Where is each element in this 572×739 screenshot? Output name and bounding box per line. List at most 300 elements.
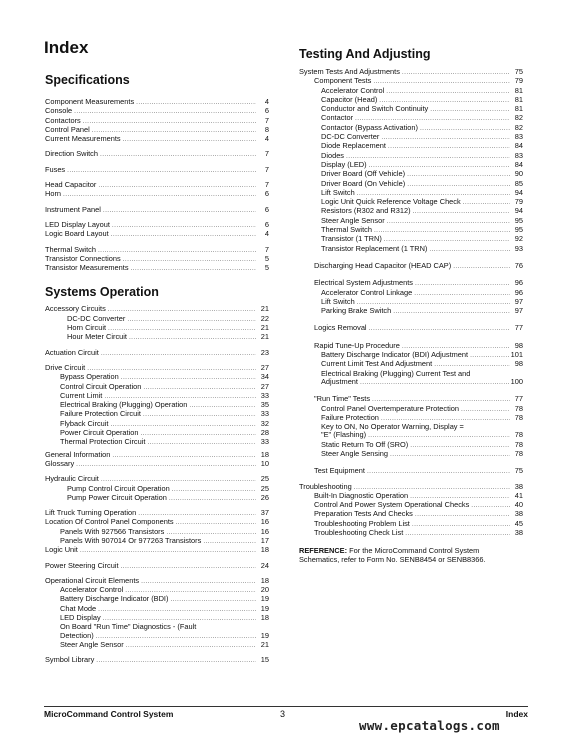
dot-leader [388,143,510,151]
index-entry-text: Electrical Braking (Plugging) Current Test and [321,368,471,378]
index-entry-page: 6 [264,190,269,199]
index-entry-label: Console [45,107,73,116]
index-entry-label: Power Steering Circuit [45,561,119,570]
index-entry-page: 75 [514,68,523,76]
dot-leader [170,596,256,604]
index-entry-page: 18 [260,576,269,585]
index-entry-page: 45 [514,519,523,528]
index-entry [45,562,269,571]
index-entry-page: 81 [514,86,523,95]
index-entry-page: 79 [514,77,523,86]
index-entry-label: Hydraulic Circuit [45,475,99,484]
index-entry [45,373,269,382]
index-entry [299,142,523,151]
index-entry-page: 41 [514,491,523,500]
index-entry [45,98,269,107]
dot-leader [369,162,510,170]
index-entry-page: 38 [514,482,523,491]
index-entry-label: Failure Protection [321,413,379,422]
index-entry [45,264,269,273]
index-entry-label: DC-DC Converter [321,133,380,142]
index-entry-page: 22 [260,314,269,323]
dot-leader [169,495,256,503]
index-entry-label: Pump Power Circuit Operation [67,493,167,502]
index-entry-label: Preparation Tests And Checks [314,510,413,519]
index-entry-label: Panels With 907014 Or 977263 Transistors [60,536,202,545]
index-entry [45,246,269,255]
index-entry [45,451,269,460]
index-entry [45,126,269,135]
index-entry-label: Horn [45,190,62,199]
index-entry-label: Troubleshooting Check List [314,529,404,538]
dot-leader [108,325,256,333]
index-entry [45,324,269,333]
dot-leader [402,343,510,351]
footer-page-number: 3 [280,709,286,719]
index-entry-page: 84 [514,160,523,169]
dot-leader [357,299,510,307]
index-entry-page: 27 [260,382,269,391]
index-entry [45,364,269,373]
index-entry-label: Direction Switch [45,150,98,159]
index-entry-page: 76 [514,261,523,270]
index-entry-page: 77 [514,395,523,404]
index-entry [45,135,269,144]
index-entry-page: 7 [264,181,269,190]
dot-leader [176,519,256,527]
dot-leader [412,521,510,529]
index-entry-label: Accelerator Control Linkage [321,288,413,297]
index-entry-label: Transistor (1 TRN) [321,235,382,244]
index-entry-page: 19 [260,595,269,604]
index-entry [299,405,523,414]
index-entry-label: Control And Power System Operational Checks [314,501,470,510]
reference-text-line2: Schematics, refer to Form No. SENB8454 or SENB8366. [299,555,486,565]
index-entry-page: 26 [260,493,269,502]
dot-leader [172,486,256,494]
index-entry-label: Actuation Circuit [45,348,99,357]
dot-leader [346,153,510,161]
index-entry-page: 83 [514,133,523,142]
index-entry-label: Adjustment [321,377,358,386]
index-entry-page: 96 [514,288,523,297]
index-entry-page: 78 [514,413,523,422]
index-entry [299,450,523,459]
dot-leader [405,530,510,538]
index-entry [299,298,523,307]
dot-leader [143,411,256,419]
index-entry-label: Conductor and Switch Continuity [321,105,429,114]
dot-leader [415,511,510,519]
dot-leader [96,657,256,665]
dot-leader [367,468,510,476]
index-entry [299,133,523,142]
dot-leader [387,218,510,226]
dot-leader [138,510,256,518]
index-entry-page: 79 [514,198,523,207]
index-entry-label: Static Return To Off (SRO) [321,440,409,449]
index-entry-label: Parking Brake Switch [321,307,392,316]
index-entry-page: 23 [260,348,269,357]
index-entry-label: Accessory Circuits [45,305,106,314]
index-entry-label: Detection) [60,631,94,640]
index-entry-page: 27 [260,363,269,372]
index-entry-label: "Run Time" Tests [314,395,371,404]
index-entry-page: 82 [514,123,523,132]
index-entry [299,483,523,492]
index-entry-page: 21 [260,640,269,649]
index-entry-label: Thermal Switch [321,226,372,235]
index-entry [299,510,523,519]
index-entry-label: Bypass Operation [60,373,119,382]
index-entry-page: 4 [264,98,269,106]
index-entry-page: 21 [260,324,269,333]
index-entry-label: System Tests And Adjustments [299,68,400,76]
index-entry [45,190,269,199]
index-entry-page: 4 [264,135,269,144]
index-entry [45,392,269,401]
dot-leader [360,379,509,387]
index-entry-text: Key to ON, No Operator Warning, Display = [321,422,464,432]
index-entry [299,431,523,440]
index-entry-label: Discharging Head Capacitor (HEAD CAP) [314,261,452,270]
dot-leader [67,167,256,175]
section-heading: Specifications [45,73,130,87]
index-entry-page: 82 [514,114,523,123]
dot-leader [461,406,510,414]
index-entry-label: Capacitor (Head) [321,95,378,104]
index-entry [45,595,269,604]
index-entry-page: 96 [514,279,523,288]
dot-leader [140,430,256,438]
index-entry-label: Rapid Tune-Up Procedure [314,341,400,350]
index-entry-label: Driver Board (On Vehicle) [321,179,406,188]
dot-leader [357,190,510,198]
dot-leader [112,452,256,460]
index-entry-label: Steer Angle Sensor [321,216,385,225]
index-entry [299,262,523,271]
index-entry-label: Current Limit Test And Adjustment [321,360,433,369]
index-entry-page: 101 [510,351,523,360]
index-entry [45,420,269,429]
dot-leader [430,106,510,114]
index-entry-label: Diode Replacement [321,142,386,151]
dot-leader [407,171,510,179]
index-entry [45,438,269,447]
index-entry-page: 6 [264,205,269,214]
dot-leader [98,182,256,190]
dot-leader [355,115,510,123]
index-entry-page: 7 [264,116,269,125]
dot-leader [381,134,510,142]
index-entry-label: Display (LED) [321,160,367,169]
index-entry [45,255,269,264]
dot-leader [393,308,510,316]
dot-leader [407,181,510,189]
dot-leader [110,421,256,429]
index-entry-page: 100 [510,377,523,386]
index-entry [299,245,523,254]
index-entry [299,307,523,316]
index-entry [299,441,523,450]
index-entry-page: 7 [264,150,269,159]
index-entry [299,170,523,179]
index-entry-page: 10 [260,459,269,468]
index-entry [45,315,269,324]
dot-leader [368,432,510,440]
dot-leader [453,263,510,271]
index-entry-page: 33 [260,391,269,400]
index-entry [299,198,523,207]
index-entry-page: 38 [514,510,523,519]
page-title: Index [44,38,89,57]
index-entry-page: 25 [260,484,269,493]
index-entry [45,494,269,503]
index-entry-page: 95 [514,226,523,235]
dot-leader [131,265,256,273]
index-entry-page: 98 [514,341,523,350]
dot-leader [379,97,510,105]
index-entry-page: 84 [514,142,523,151]
dot-leader [103,207,256,215]
index-entry [299,87,523,96]
index-entry-page: 93 [514,244,523,253]
index-entry [45,117,269,126]
index-entry [299,501,523,510]
index-entry [299,492,523,501]
index-entry-page: 78 [514,404,523,413]
index-entry [299,279,523,288]
index-entry-label: Built-In Diagnostic Operation [314,491,409,500]
index-entry-label: Steer Angle Sensing [321,449,388,458]
index-entry [299,189,523,198]
index-entry-page: 37 [260,509,269,518]
index-entry-page: 7 [264,245,269,254]
index-entry-page: 90 [514,170,523,179]
index-entry [45,632,269,641]
dot-leader [166,529,256,537]
index-entry-label: Control Panel Overtemperature Protection [321,404,460,413]
index-entry-page: 32 [260,419,269,428]
index-entry [45,537,269,546]
dot-leader [203,538,256,546]
index-entry-label: Component Measurements [45,98,135,106]
index-entry-page: 33 [260,438,269,447]
footer-section-name: Index [505,709,528,719]
index-entry-page: 95 [514,216,523,225]
index-entry-page: 78 [514,449,523,458]
index-entry-page: 19 [260,631,269,640]
index-entry [45,605,269,614]
dot-leader [420,125,510,133]
index-entry [45,349,269,358]
index-entry-label: Troubleshooting [299,482,352,491]
index-entry-page: 5 [264,264,269,273]
dot-leader [463,199,510,207]
index-entry-page: 7 [264,165,269,174]
index-entry-label: Contactor (Bypass Activation) [321,123,418,132]
index-entry-label: Accelerator Control [60,586,124,595]
index-entry [299,226,523,235]
index-entry [299,324,523,333]
index-entry-label: Location Of Control Panel Components [45,518,174,527]
index-entry-label: Glossary [45,459,75,468]
index-entry-label: LED Display Layout [45,220,110,229]
index-entry-label: Logic Unit [45,546,78,555]
index-entry [45,383,269,392]
index-entry-page: 6 [264,107,269,116]
index-entry [299,289,523,298]
index-entry-label: Transistor Connections [45,254,121,263]
index-entry-label: Lift Switch [321,297,355,306]
index-entry-label: Panels With 927566 Transistors [60,527,165,536]
index-entry [299,207,523,216]
dot-leader [372,396,510,404]
dot-leader [101,350,256,358]
section-heading: Systems Operation [45,285,159,300]
index-entry-page: 33 [260,410,269,419]
index-entry-page: 34 [260,373,269,382]
index-entry [299,180,523,189]
index-entry-page: 94 [514,207,523,216]
index-entry [299,114,523,123]
dot-leader [100,151,256,159]
index-entry-page: 21 [260,305,269,314]
index-entry [45,150,269,159]
index-entry-page: 24 [260,561,269,570]
index-entry-page: 38 [514,529,523,538]
index-entry-label: LED Display [60,614,101,623]
index-entry [45,475,269,484]
index-entry [45,518,269,527]
index-entry-label: Steer Angle Sensor [60,640,124,649]
dot-leader [136,99,256,107]
index-entry-label: DC-DC Converter [67,314,126,323]
dot-leader [189,402,256,410]
dot-leader [74,108,256,116]
index-entry-label: Resistors (R302 and R312) [321,207,411,216]
index-entry-page: 97 [514,307,523,316]
reference-note [299,546,523,564]
index-entry-label: Accelerator Control [321,86,385,95]
index-entry [299,105,523,114]
index-entry-label: Logic Board Layout [45,230,109,239]
index-entry-label: Lift Truck Turning Operation [45,509,137,518]
dot-leader [126,642,256,650]
index-entry [45,410,269,419]
index-entry [299,342,523,351]
index-entry-label: Contactor [321,114,354,123]
index-entry-page: 17 [260,536,269,545]
dot-leader [121,374,256,382]
footer-rule [44,706,528,707]
dot-leader [415,280,510,288]
dot-leader [112,222,256,230]
index-entry-page: 81 [514,95,523,104]
dot-leader [101,476,256,484]
dot-leader [127,316,256,324]
index-entry-label: Instrument Panel [45,205,101,214]
index-entry-label: Control Circuit Operation [60,382,142,391]
dot-leader [141,578,256,586]
dot-leader [80,547,256,555]
dot-leader [129,334,256,342]
index-entry-label: Lift Switch [321,188,355,197]
index-entry-page: 19 [260,604,269,613]
index-entry-page: 40 [514,501,523,510]
index-entry-label: Hour Meter Circuit [67,333,127,342]
index-entry-label: Thermal Protection Circuit [60,438,146,447]
dot-leader [384,236,510,244]
dot-leader [123,136,256,144]
index-entry-label: Electrical Braking (Plugging) Operation [60,401,188,410]
index-entry-page: 16 [260,518,269,527]
index-entry-label: Troubleshooting Problem List [314,519,410,528]
index-entry [45,656,269,665]
index-entry-label: Battery Discharge Indicator (BDI) Adjustment [321,351,469,360]
dot-leader [470,352,509,360]
dot-leader [413,208,510,216]
index-entry [299,217,523,226]
index-entry [45,429,269,438]
index-entry-text: On Board "Run Time" Diagnostics - (Fault [60,622,197,632]
index-entry-label: Chat Mode [60,604,97,613]
index-entry-label: Pump Control Circuit Operation [67,484,170,493]
index-entry [45,206,269,215]
index-right-column [299,46,523,564]
index-entry-label: "E" (Flashing) [321,431,367,440]
footer-document-title: MicroCommand Control System [44,709,174,719]
dot-leader [374,227,510,235]
index-entry [45,460,269,469]
index-entry-label: Head Capacitor [45,181,97,190]
dot-leader [123,256,256,264]
dot-leader [92,127,256,135]
index-entry-page: 78 [514,440,523,449]
index-entry [45,305,269,314]
dot-leader [429,246,510,254]
dot-leader [354,484,510,492]
index-entry-page: 6 [264,220,269,229]
index-entry-page: 18 [260,546,269,555]
index-entry-label: Transistor Replacement (1 TRN) [321,244,428,253]
index-entry-label: General Information [45,450,111,459]
dot-leader [390,451,510,459]
index-entry-page: 85 [514,179,523,188]
dot-leader [121,563,256,571]
dot-leader [87,365,256,373]
index-entry-page: 18 [260,450,269,459]
index-entry [299,351,523,360]
index-entry [299,96,523,105]
index-entry-label: Electrical System Adjustments [314,279,413,288]
index-entry-page: 15 [260,656,269,665]
index-entry [45,333,269,342]
index-entry-label: Thermal Switch [45,245,96,254]
index-entry [299,395,523,404]
index-entry-label: Contactors [45,116,81,125]
index-entry [45,577,269,586]
dot-leader [410,442,510,450]
index-entry [299,77,523,86]
index-entry-label: Operational Circuit Elements [45,576,140,585]
index-entry [45,181,269,190]
section-heading: Testing And Adjusting [299,47,431,61]
index-entry-page: 81 [514,105,523,114]
index-entry-page: 94 [514,188,523,197]
index-entry [299,467,523,476]
dot-leader [373,78,510,86]
